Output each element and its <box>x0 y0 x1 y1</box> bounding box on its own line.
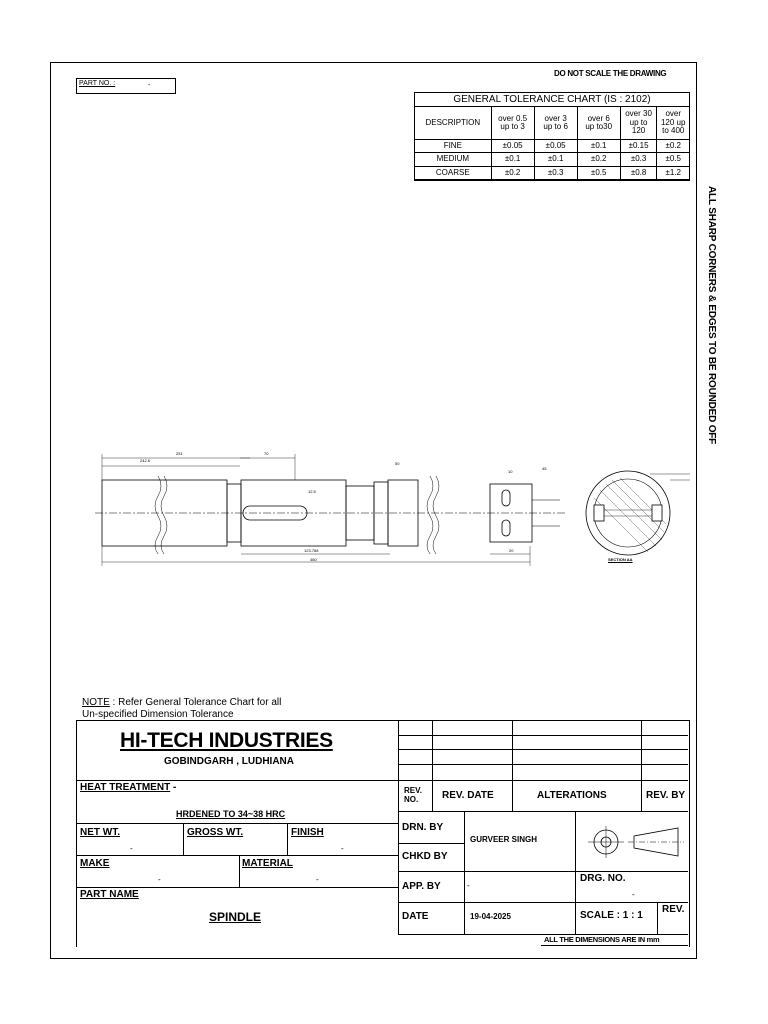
tol-cell: ±0.3 <box>620 153 657 166</box>
note-text: : Refer General Tolerance Chart for all <box>109 697 282 708</box>
tol-range-2: over 3 up to 6 <box>534 107 577 140</box>
tol-row-label: FINE <box>415 139 492 152</box>
note-label: NOTE <box>82 697 110 708</box>
projection-symbol-icon <box>588 822 688 862</box>
part-name-value: SPINDLE <box>209 910 262 924</box>
date-value: 19-04-2025 <box>470 912 511 921</box>
rev-by-label: REV. BY <box>646 790 686 801</box>
chkd-by-label: CHKD BY <box>402 851 448 862</box>
dim-label: 123.788 <box>304 548 319 553</box>
tol-row-label: MEDIUM <box>415 153 492 166</box>
rev-no-label-1: REV. <box>404 786 422 795</box>
finish-value: - <box>341 844 344 853</box>
rev-date-label: REV. DATE <box>442 790 494 801</box>
tol-range-5: over 120 up to 400 <box>657 107 690 140</box>
tol-range-3: over 6 up to30 <box>577 107 620 140</box>
tol-desc-header: DESCRIPTION <box>415 107 492 140</box>
date-label: DATE <box>402 911 429 922</box>
rev-label: REV. <box>662 904 685 915</box>
tolerance-note <box>82 698 281 708</box>
tolerance-table <box>414 106 690 180</box>
tol-cell: ±0.05 <box>491 139 534 152</box>
drg-no-label: DRG. NO. <box>580 873 626 884</box>
drn-by-value: GURVEER SINGH <box>470 835 537 844</box>
gross-wt-label: GROSS WT. <box>187 827 244 838</box>
dim-label: 20 <box>509 548 514 553</box>
rounded-edges-note: ALL SHARP CORNERS & EDGES TO BE ROUNDED OFF <box>706 186 717 445</box>
company-location: GOBINDGARH , LUDHIANA <box>164 756 294 767</box>
alterations-label: ALTERATIONS <box>537 790 607 801</box>
scale-label: SCALE : 1 : 1 <box>580 910 643 921</box>
company-name: HI-TECH INDUSTRIES <box>120 729 333 752</box>
tol-range-4: over 30 up to 120 <box>620 107 657 140</box>
make-label: MAKE <box>80 858 110 869</box>
dim-label: 50 <box>395 461 400 466</box>
tol-row-label: COARSE <box>415 166 492 179</box>
tol-cell: ±0.1 <box>534 153 577 166</box>
app-by-label: APP. BY <box>402 881 441 892</box>
tol-cell: ±0.15 <box>620 139 657 152</box>
app-by-value: - <box>467 881 470 890</box>
do-not-scale-note: DO NOT SCALE THE DRAWING <box>554 69 667 78</box>
heat-treatment-value: HRDENED TO 34~38 HRC <box>176 809 286 819</box>
dim-label: 12.5 <box>308 489 316 494</box>
tol-cell: ±0.3 <box>534 166 577 179</box>
net-wt-value: - <box>130 844 133 853</box>
tol-cell: ±0.1 <box>577 139 620 152</box>
drn-by-label: DRN. BY <box>402 822 444 833</box>
heat-treatment-dash: - <box>172 782 177 793</box>
net-wt-label: NET WT. <box>80 827 120 838</box>
tolerance-note-line2: Un-specified Dimension Tolerance <box>82 709 234 720</box>
dim-label: 45 <box>542 466 547 471</box>
tolerance-chart-title: GENERAL TOLERANCE CHART (IS : 2102) <box>453 94 651 105</box>
dim-label: 460 <box>310 557 317 562</box>
tol-row-fine <box>415 139 690 152</box>
material-label: MATERIAL <box>242 858 293 869</box>
finish-label: FINISH <box>291 827 324 838</box>
dim-label: 251 <box>176 451 183 456</box>
spindle-drawing <box>90 450 690 580</box>
tol-row-coarse <box>415 166 690 179</box>
tol-cell: ±0.5 <box>657 153 690 166</box>
part-no-value: - <box>148 82 151 89</box>
tol-cell: ±0.1 <box>491 153 534 166</box>
make-value: - <box>158 875 161 884</box>
tol-row-medium <box>415 153 690 166</box>
material-value: - <box>316 875 319 884</box>
dim-label: 242.6 <box>140 458 151 463</box>
tol-cell: ±0.8 <box>620 166 657 179</box>
part-name-label: PART NAME <box>80 889 139 900</box>
tol-cell: ±0.2 <box>491 166 534 179</box>
rev-no-label-2: NO. <box>404 794 419 804</box>
heat-treatment-label <box>80 783 176 793</box>
tol-cell: ±0.2 <box>577 153 620 166</box>
tol-cell: ±0.05 <box>534 139 577 152</box>
heat-treatment-label-text: HEAT TREATMENT <box>80 782 171 793</box>
part-no-label: PART NO. : <box>79 80 116 87</box>
tol-cell: ±0.2 <box>657 139 690 152</box>
dim-label: 70 <box>264 451 269 456</box>
dim-label: 10 <box>508 469 513 474</box>
tol-cell: ±1.2 <box>657 166 690 179</box>
tol-range-1: over 0.5 up to 3 <box>491 107 534 140</box>
dimensions-note: ALL THE DIMENSIONS ARE IN mm <box>544 935 660 944</box>
section-label: SECTION AA <box>608 557 633 562</box>
rev-no-label <box>404 787 422 805</box>
drg-no-value: - <box>632 890 635 899</box>
tol-cell: ±0.5 <box>577 166 620 179</box>
